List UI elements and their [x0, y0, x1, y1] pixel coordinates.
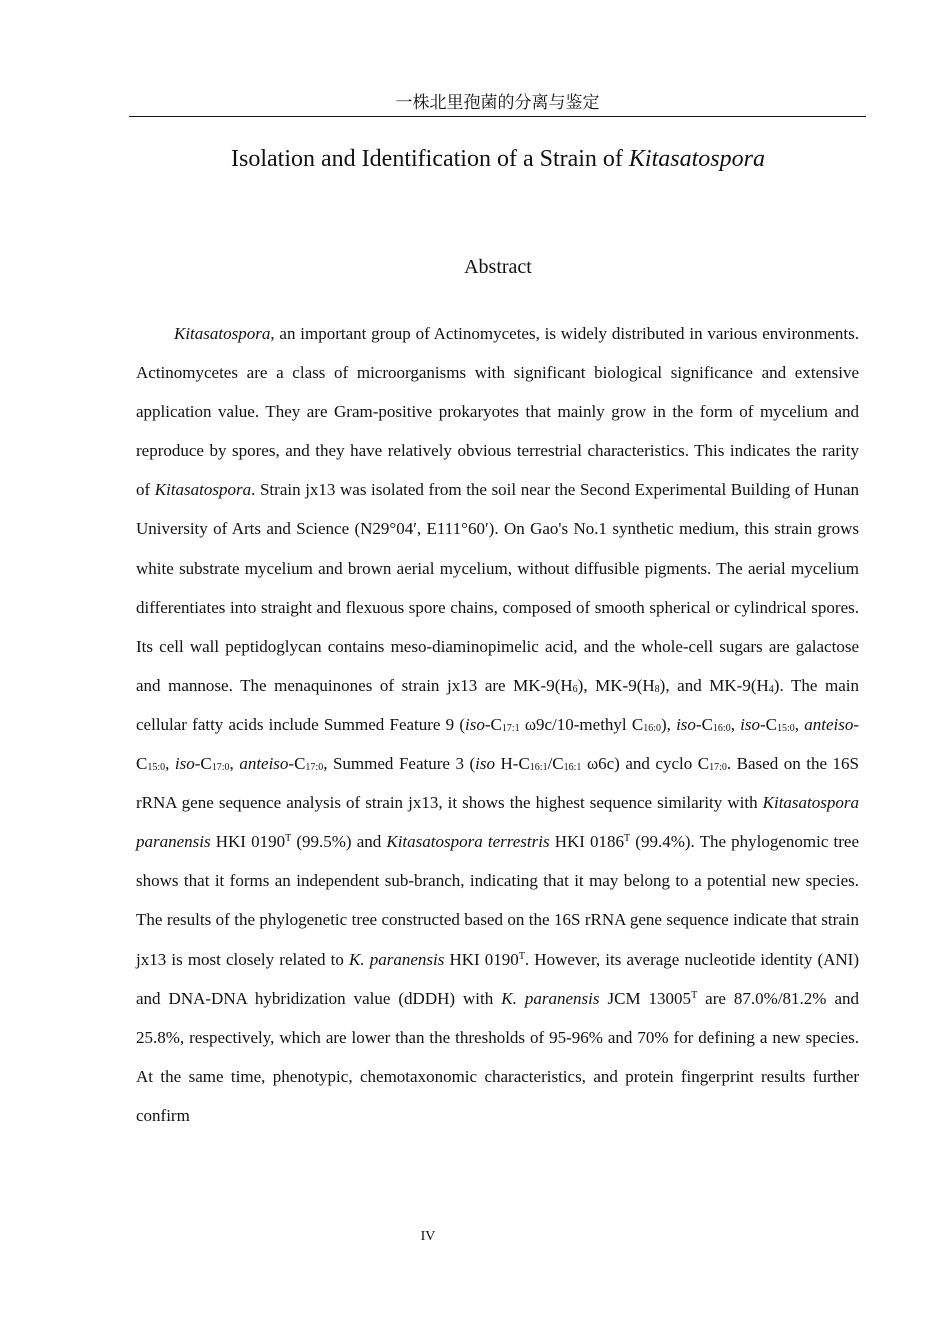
text-run: HKI 0190 [210, 832, 286, 852]
abstract-body [136, 314, 859, 1135]
text-run: /C [547, 754, 564, 774]
superscript: T [691, 989, 698, 1001]
text-run: HKI 0186 [549, 832, 625, 852]
text-run: are 87.0%/81.2% and 25.8%, respectively, which are lower than the thresholds of 95-96% and 70% for defining a new species. At the same time, phenotypic, chemotaxonomic characteristics, and protein fingerprint results further confirm [136, 988, 860, 1125]
subscript: 17:0 [211, 762, 230, 774]
subscript: 16:0 [643, 722, 661, 734]
superscript: T [624, 833, 631, 845]
text-run: , [794, 714, 805, 734]
text-run: -C [288, 754, 306, 774]
title-text: Isolation and Identification of a Strain of [231, 146, 629, 172]
subscript: 6 [572, 683, 578, 695]
text-run: . Based on the 16S rRNA gene sequence analysis of strain jx13, it shows the highest sequence similarity with [136, 754, 860, 813]
text-run: , an important group of Actinomycetes, is widely distributed in various environments. Actinomycetes are a class of microorganisms with significant biological significance and extensive application value. They are Gram-positive prokaryotes that mainly grow in the form of mycelium and reproduce by spores, and they have relatively obvious terrestrial characteristics. This indicates the rarity of [136, 324, 859, 500]
text-italic: Kitasatospora terrestris [386, 832, 550, 852]
text-run: -C [760, 714, 777, 734]
text-italic: Kitasatospora paranensis [136, 793, 859, 852]
text-italic: anteiso [239, 754, 289, 774]
abstract-paragraph [136, 314, 859, 1135]
text-italic: iso [174, 754, 195, 774]
subscript: 15:0 [147, 762, 166, 774]
text-italic: K. paranensis [349, 949, 445, 969]
text-run: , [229, 754, 240, 774]
subscript: 17:0 [709, 762, 727, 774]
text-italic: iso [465, 714, 485, 734]
text-run: ), and MK-9(H [659, 675, 769, 695]
superscript: T [518, 950, 525, 962]
subscript: 16:0 [712, 722, 731, 734]
text-run: -C [194, 754, 212, 774]
text-run: ), MK-9(H [577, 675, 655, 695]
text-run: ω9c/10-methyl C [519, 714, 644, 734]
text-run: -C [695, 714, 713, 734]
text-italic: K. paranensis [501, 988, 600, 1008]
subscript: 17:0 [305, 762, 324, 774]
subscript: 17:1 [501, 722, 520, 734]
page-number: IV [420, 1229, 436, 1244]
text-run: , Summed Feature 3 ( [323, 754, 476, 774]
text-run: , [165, 754, 175, 774]
text-run: HKI 0190 [444, 949, 519, 969]
running-header: 一株北里孢菌的分离与鉴定 [129, 90, 866, 117]
text-italic: Kitasatospora [154, 480, 252, 500]
text-run: . However, its average nucleotide identity (ANI) and DNA-DNA hybridization value (dDDH) with [136, 949, 859, 1008]
superscript: T [285, 833, 292, 845]
text-run: (99.4%). The phylogenomic tree shows that it forms an independent sub-branch, indicating that it may belong to a potential new species. The results of the phylogenetic tree constructed based on the 16S rRNA gene sequence indicate that strain jx13 is most closely related to [136, 832, 860, 969]
text-italic: iso [676, 714, 696, 734]
text-italic: anteiso [804, 714, 854, 734]
abstract-heading: Abstract [464, 256, 532, 278]
subscript: 16:1 [529, 762, 548, 774]
text-run: . Strain jx13 was isolated from the soil near the Second Experimental Building of Hunan University of Arts and Science (N29°04′, E111°60′). On Gao's No.1 synthetic medium, this strain grows white substrate mycelium and brown aerial mycelium, without diffusible pigments. The aerial mycelium differentiates into straight and flexuous spore chains, composed of smooth spherical or cylindrical spores. Its cell wall peptidoglycan contains meso-diaminopimelic acid, and the whole-cell sugars are galactose and mannose. The menaquinones of strain jx13 are MK-9(H [136, 480, 859, 695]
text-run: H-C [494, 754, 530, 774]
text-run: ω6c) and cyclo C [581, 754, 710, 774]
text-run: (99.5%) and [291, 832, 387, 852]
subscript: 4 [768, 683, 774, 695]
text-run: JCM 13005 [599, 988, 692, 1008]
text-italic: Kitasatospora [174, 324, 271, 343]
text-italic: iso [740, 714, 760, 734]
title-genus: Kitasatospora [628, 146, 765, 172]
text-run: ). The main cellular fatty acids include Summed Feature 9 ( [136, 675, 860, 734]
text-run: ), [660, 714, 677, 734]
subscript: 15:0 [777, 722, 795, 734]
paper-title [0, 146, 950, 173]
text-run: , [730, 714, 741, 734]
subscript: 16:1 [563, 762, 582, 774]
text-italic: iso [475, 754, 495, 774]
text-run: -C [136, 714, 860, 774]
text-run: -C [484, 714, 502, 734]
subscript: 8 [654, 683, 660, 695]
